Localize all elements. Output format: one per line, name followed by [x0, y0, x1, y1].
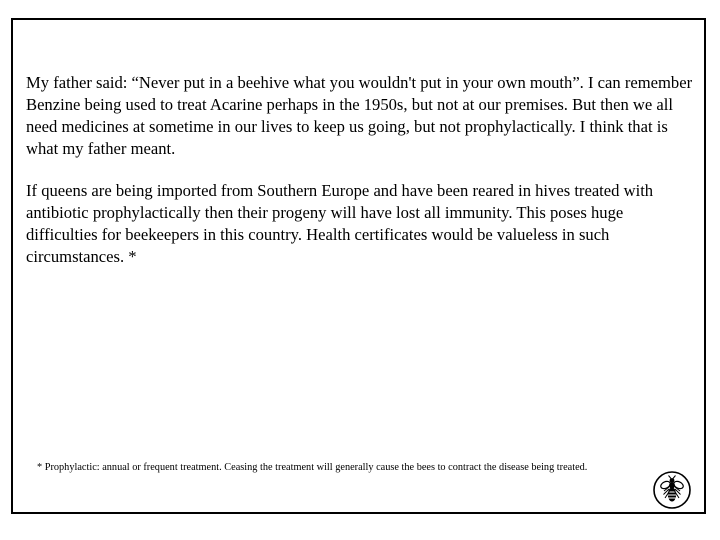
footnote-prophylactic: * Prophylactic: annual or frequent treatment. Ceasing the treatment will generally cause the bees to contract the disease being treated. [37, 462, 588, 473]
slide-frame [11, 18, 706, 514]
paragraph-father-quote: My father said: “Never put in a beehive what you wouldn't put in your own mouth”. I can remember Benzine being used to treat Acarine perhaps in the 1950s, but not at our premises. But then we all need medicines at sometime in our lives to keep us going, but not prophylactically. I think that is what my father meant. [26, 73, 693, 158]
paragraph-imported-queens: If queens are being imported from Southern Europe and have been reared in hives treated with antibiotic prophylactically then their progeny will have lost all immunity. This poses huge difficulties for beekeepers in this country. Health certificates would be valueless in such circumstances. * [26, 181, 654, 266]
bee-emblem-icon [652, 470, 692, 510]
